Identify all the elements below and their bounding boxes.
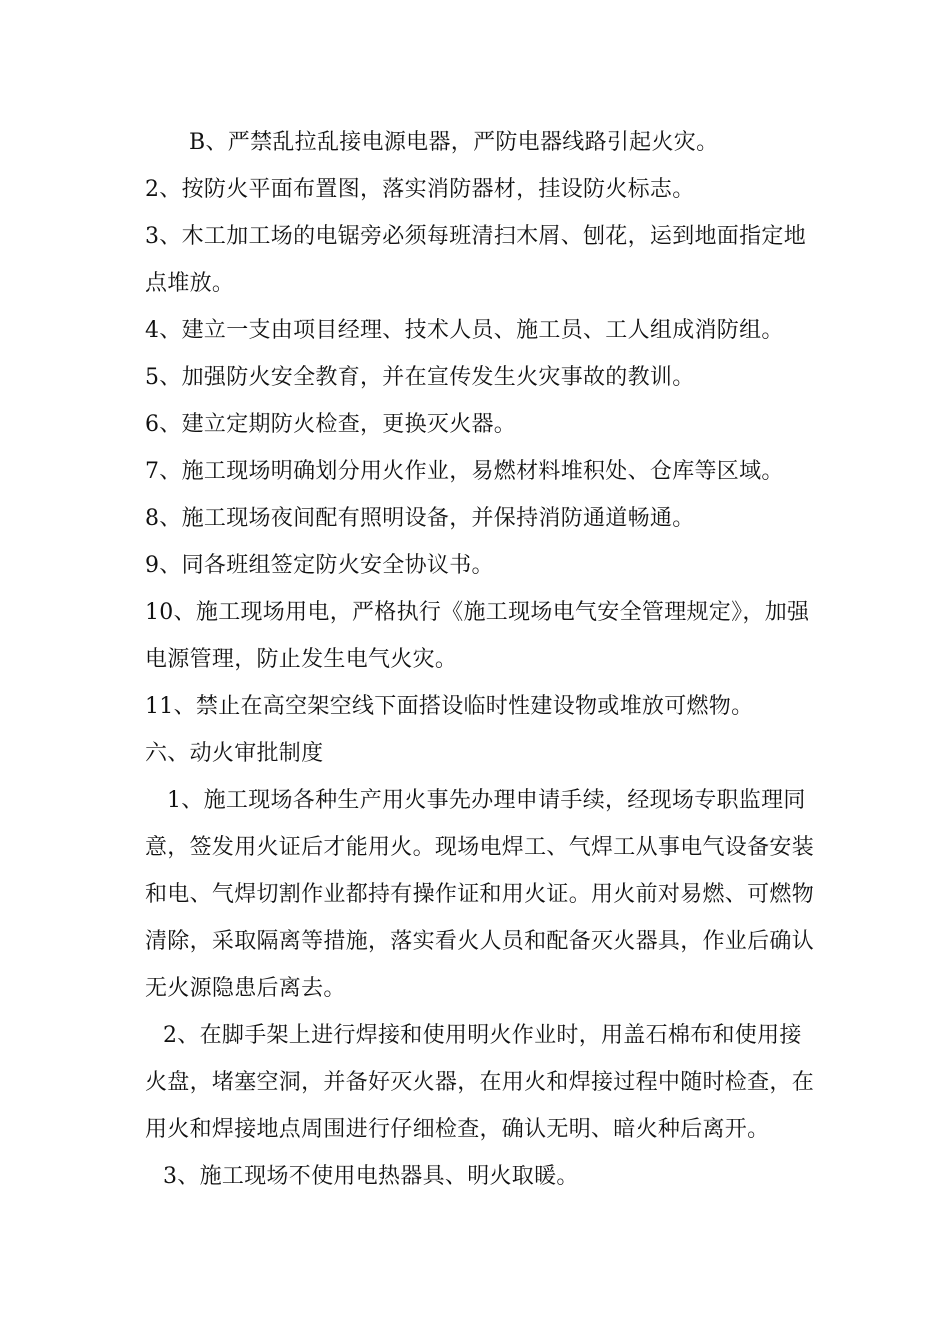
paragraph-line: B、严禁乱拉乱接电源电器，严防电器线路引起火灾。 — [189, 130, 719, 155]
paragraph-line: 8、施工现场夜间配有照明设备，并保持消防通道畅通。 — [145, 506, 695, 531]
paragraph-line: 火盘，堵塞空洞，并备好灭火器，在用火和焊接过程中随时检查，在 — [145, 1070, 815, 1095]
paragraph-line: 2、按防火平面布置图，落实消防器材，挂设防火标志。 — [145, 177, 695, 202]
paragraph-line: 4、建立一支由项目经理、技术人员、施工员、工人组成消防组。 — [145, 318, 784, 343]
paragraph-line: 2、在脚手架上进行焊接和使用明火作业时，用盖石棉布和使用接 — [163, 1023, 802, 1048]
paragraph-line: 10、施工现场用电，严格执行《施工现场电气安全管理规定》，加强 — [145, 600, 810, 625]
paragraph-line: 3、木工加工场的电锯旁必须每班清扫木屑、刨花，运到地面指定地 — [145, 224, 806, 249]
paragraph-line: 和电、气焊切割作业都持有操作证和用火证。用火前对易燃、可燃物 — [145, 882, 815, 907]
paragraph-line: 意，签发用火证后才能用火。现场电焊工、气焊工从事电气设备安装 — [145, 835, 815, 860]
paragraph-line: 7、施工现场明确划分用火作业，易燃材料堆积处、仓库等区域。 — [145, 459, 784, 484]
paragraph-line: 无火源隐患后离去。 — [145, 976, 346, 1001]
paragraph-line: 用火和焊接地点周围进行仔细检查，确认无明、暗火种后离开。 — [145, 1117, 770, 1142]
paragraph-line: 9、同各班组签定防火安全协议书。 — [145, 553, 494, 578]
paragraph-line: 1、施工现场各种生产用火事先办理申请手续，经现场专职监理同 — [167, 788, 806, 813]
paragraph-line: 5、加强防火安全教育，并在宣传发生火灾事故的教训。 — [145, 365, 695, 390]
section-heading: 六、动火审批制度 — [145, 741, 324, 766]
paragraph-line: 清除，采取隔离等措施，落实看火人员和配备灭火器具，作业后确认 — [145, 929, 815, 954]
document-body — [145, 119, 815, 1200]
paragraph-line: 电源管理，防止发生电气火灾。 — [145, 647, 458, 672]
paragraph-line: 点堆放。 — [145, 271, 235, 296]
paragraph-line: 6、建立定期防火检查，更换灭火器。 — [145, 412, 517, 437]
paragraph-line: 3、施工现场不使用电热器具、明火取暖。 — [163, 1164, 579, 1189]
paragraph-line: 11、禁止在高空架空线下面搭设临时性建设物或堆放可燃物。 — [145, 694, 754, 719]
